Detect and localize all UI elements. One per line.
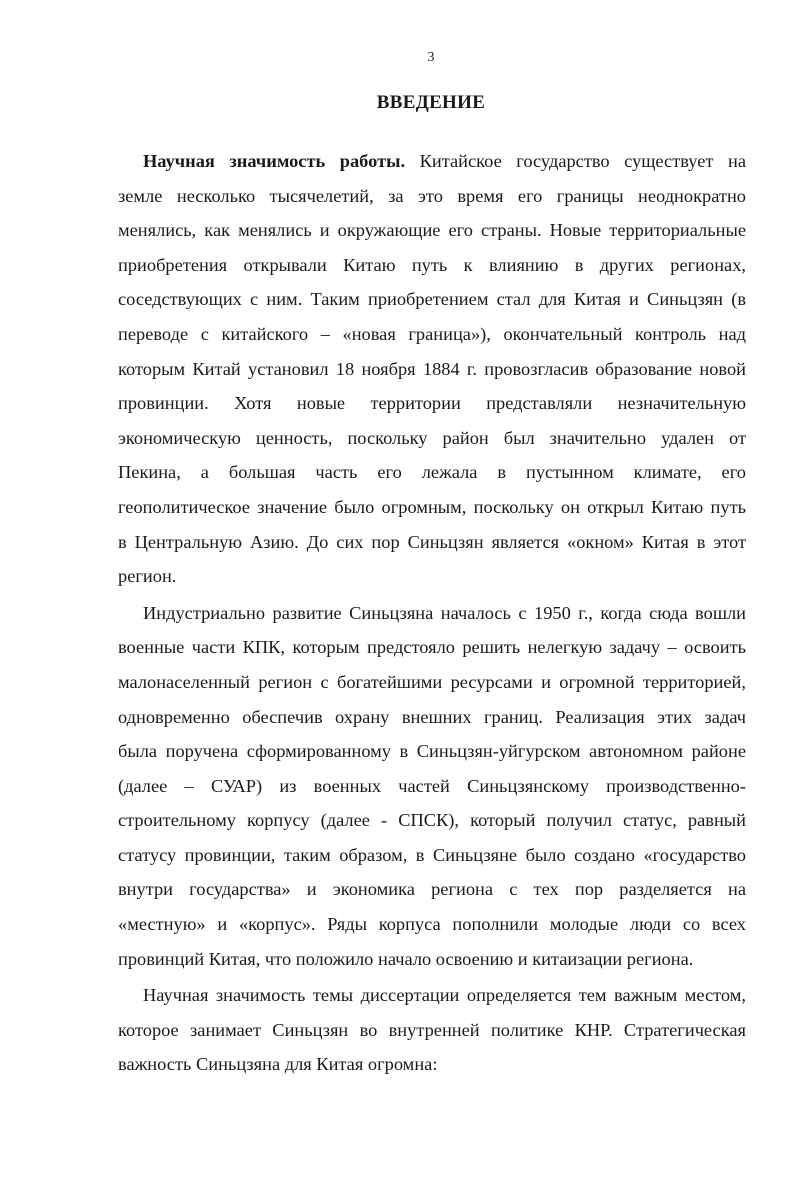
body-text: [118, 144, 746, 1082]
text-line: в Центральную Азию. До сих пор Синьцзян является «окном» Китая в этот: [118, 531, 746, 552]
section-heading: ВВЕДЕНИЕ: [376, 92, 486, 113]
text-line: «местную» и «корпус». Ряды корпуса пополнили молодые люди со всех: [118, 914, 746, 935]
text-line: важность Синьцзяна для Китая огромна:: [118, 1054, 438, 1075]
text-line: менялись, как менялись и окружающие его страны. Новые территориальные: [118, 220, 746, 241]
text-line: переводе с китайского – «новая граница»), окончательный контроль над: [118, 323, 746, 344]
text-line: военные части КПК, которым предстояло решить нелегкую задачу – освоить: [118, 637, 746, 658]
paragraph-topic-significance: [118, 978, 746, 1082]
paragraph-industrial-development: [118, 596, 746, 977]
text-line: статусу провинции, таким образом, в Синьцзяне было создано «государство: [118, 844, 746, 865]
text-line: соседствующих с ним. Таким приобретением стал для Китая и Синьцзян (в: [118, 289, 746, 310]
text-line: которое занимает Синьцзян во внутренней политике КНР. Стратегическая: [118, 1019, 746, 1040]
paragraph-significance: [118, 144, 746, 594]
text-line: экономическую ценность, поскольку район был значительно удален от: [118, 427, 746, 448]
paragraph-lead: Научная значимость работы.: [143, 151, 406, 171]
text-line: была поручена сформированному в Синьцзян-уйгурском автономном районе: [118, 741, 746, 762]
text-line: одновременно обеспечив охрану внешних границ. Реализация этих задач: [118, 706, 746, 727]
text-line: Пекина, а большая часть его лежала в пустынном климате, его: [118, 462, 746, 483]
text-line: регион.: [118, 566, 177, 587]
text-line: строительному корпусу (далее - СПСК), который получил статус, равный: [118, 810, 746, 831]
text-line: (далее – СУАР) из военных частей Синьцзянскому производственно-: [118, 775, 746, 796]
text-line: провинций Китая, что положило начало освоению и китаизации региона.: [118, 948, 694, 969]
text-line: земле несколько тысячелетий, за это время его границы неоднократно: [118, 185, 746, 206]
page-number: 3: [427, 50, 435, 65]
text-line: малонаселенный регион с богатейшими ресурсами и огромной территорией,: [118, 671, 746, 692]
text-line: геополитическое значение было огромным, поскольку он открыл Китаю путь: [118, 496, 746, 517]
text-line: приобретения открывали Китаю путь к влиянию в других регионах,: [118, 254, 746, 275]
text-line: Научная значимость темы диссертации определяется тем важным местом,: [143, 985, 746, 1006]
text-line: Индустриально развитие Синьцзяна началось с 1950 г., когда сюда вошли: [143, 602, 746, 623]
text-line: провинции. Хотя новые территории представляли незначительную: [118, 393, 746, 414]
text-line: которым Китай установил 18 ноября 1884 г. провозгласив образование новой: [118, 358, 746, 379]
text-line: Научная значимость работы. Китайское государство существует на: [143, 151, 746, 171]
text-line: внутри государства» и экономика региона с тех пор разделяется на: [118, 879, 746, 900]
